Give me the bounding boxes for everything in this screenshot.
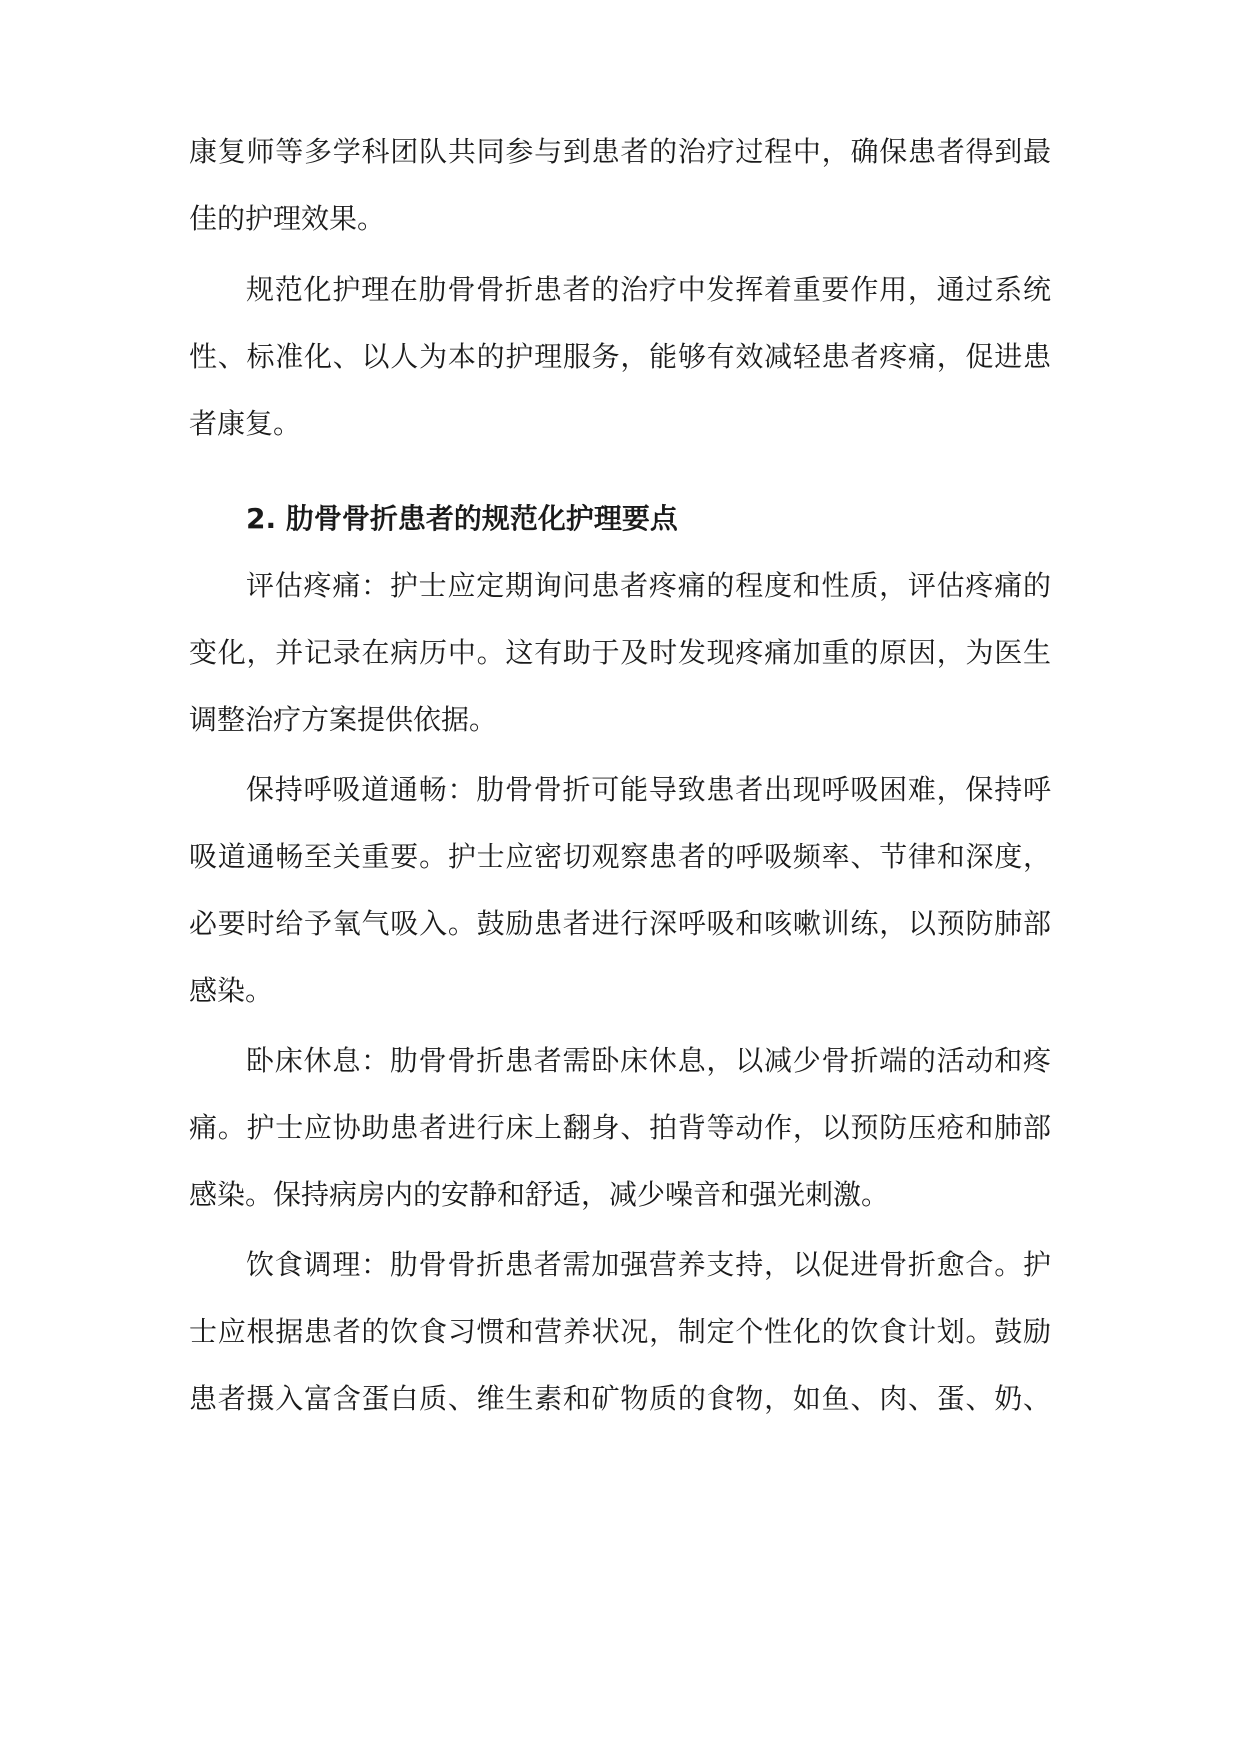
pain-line-2: 变化，并记录在病历中。这有助于及时发现疼痛加重的原因，为医生 bbox=[189, 636, 1051, 669]
bedrest-line-3: 感染。保持病房内的安静和舒适，减少噪音和强光刺激。 bbox=[189, 1178, 890, 1211]
diet-line-3: 患者摄入富含蛋白质、维生素和矿物质的食物，如鱼、肉、蛋、奶、 bbox=[189, 1382, 1051, 1415]
summary-line-1: 规范化护理在肋骨骨折患者的治疗中发挥着重要作用，通过系统 bbox=[246, 273, 1051, 306]
bedrest-line-2: 痛。护士应协助患者进行床上翻身、拍背等动作，以预防压疮和肺部 bbox=[189, 1111, 1051, 1144]
section-heading: 2. 肋骨骨折患者的规范化护理要点 bbox=[246, 502, 678, 535]
intro-line-2: 佳的护理效果。 bbox=[189, 202, 386, 235]
pain-line-1: 评估疼痛：护士应定期询问患者疼痛的程度和性质，评估疼痛的 bbox=[246, 569, 1051, 602]
summary-line-3: 者康复。 bbox=[189, 407, 302, 440]
diet-line-2: 士应根据患者的饮食习惯和营养状况，制定个性化的饮食计划。鼓励 bbox=[189, 1315, 1051, 1348]
diet-line-1: 饮食调理：肋骨骨折患者需加强营养支持，以促进骨折愈合。护 bbox=[246, 1248, 1051, 1281]
airway-line-4: 感染。 bbox=[189, 974, 274, 1007]
pain-line-3: 调整治疗方案提供依据。 bbox=[189, 703, 498, 736]
summary-line-2: 性、标准化、以人为本的护理服务，能够有效减轻患者疼痛，促进患 bbox=[189, 340, 1051, 373]
intro-line-1: 康复师等多学科团队共同参与到患者的治疗过程中，确保患者得到最 bbox=[189, 135, 1051, 168]
bedrest-line-1: 卧床休息：肋骨骨折患者需卧床休息，以减少骨折端的活动和疼 bbox=[246, 1044, 1051, 1077]
airway-line-2: 吸道通畅至关重要。护士应密切观察患者的呼吸频率、节律和深度， bbox=[189, 840, 1051, 873]
airway-line-1: 保持呼吸道通畅：肋骨骨折可能导致患者出现呼吸困难，保持呼 bbox=[246, 773, 1051, 806]
airway-line-3: 必要时给予氧气吸入。鼓励患者进行深呼吸和咳嗽训练，以预防肺部 bbox=[189, 907, 1051, 940]
